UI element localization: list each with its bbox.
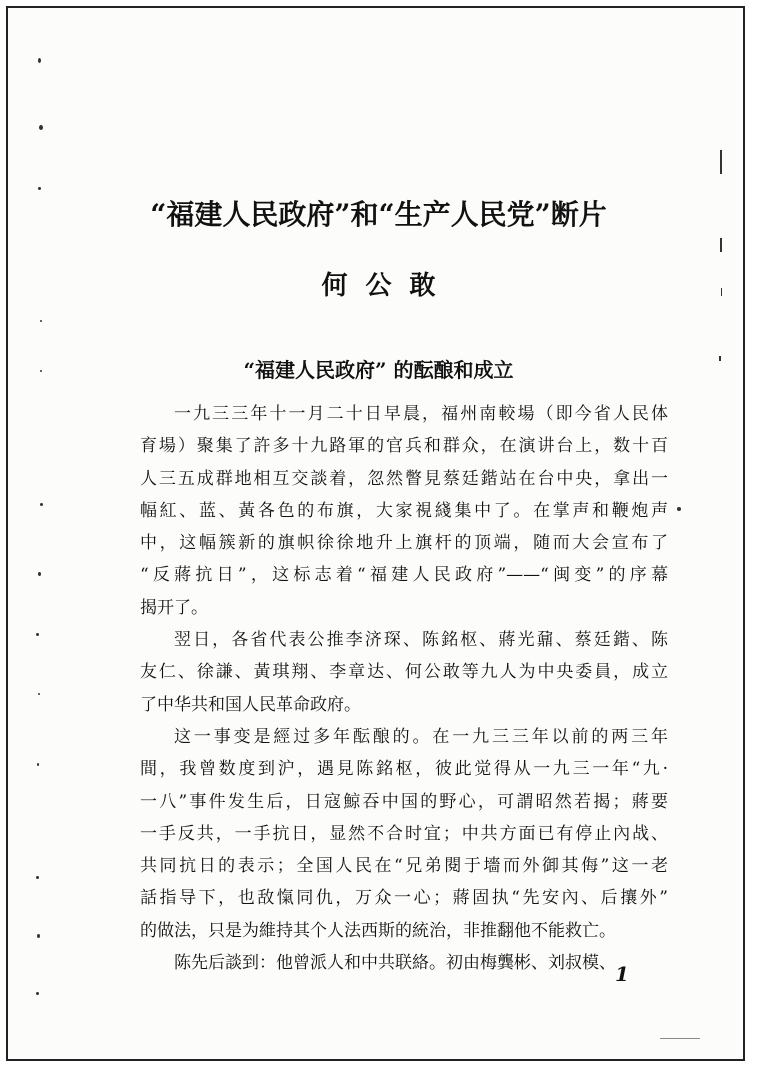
- text-line: 話指导下，也敌愾同仇，万众一心；蔣固执“先安內、后攘外”: [140, 888, 668, 909]
- scan-speck: [38, 58, 41, 63]
- text-line: 間，我曾数度到沪，遇見陈銘枢，彼此觉得从一九三一年“九·: [140, 759, 668, 780]
- text-line: 一八”事件发生后，日寇鯨吞中国的野心，可謂昭然若揭；蔣要: [140, 791, 668, 812]
- section-heading: “福建人民政府” 的酝酿和成立: [243, 358, 514, 382]
- scan-mark: [660, 1038, 700, 1039]
- scan-speck: [38, 187, 41, 190]
- text-line: 陈先后談到：他曾派人和中共联絡。初由梅龔彬、刘叔模、: [174, 953, 616, 974]
- text-line: 人三五成群地相互交談着，忽然瞥見蔡廷鍇站在台中央，拿出一: [140, 468, 668, 489]
- text-line: 共同抗日的表示；全国人民在“兄弟閱于墻而外御其侮”这一老: [140, 856, 668, 877]
- scan-speck: [40, 503, 43, 506]
- document-title: “福建人民政府”和“生产人民党”断片: [150, 198, 607, 231]
- scan-speck: [40, 320, 42, 322]
- page-number: 1: [615, 962, 629, 986]
- scan-speck: [36, 876, 39, 879]
- text-line: 中，这幅簇新的旗帜徐徐地升上旗杆的顶端，随而大会宣布了: [140, 533, 668, 554]
- text-line: 幅紅、蓝、黃各色的布旗，大家視綫集中了。在掌声和鞭炮声: [140, 500, 668, 521]
- scan-speck: [38, 572, 41, 576]
- text-line: 友仁、徐謙、黃琪翔、李章达、何公敢等九人为中央委員，成立: [140, 662, 668, 683]
- scan-mark: [720, 150, 722, 174]
- text-line: 一手反共，一手抗日，显然不合时宜；中共方面已有停止內战、: [140, 823, 668, 844]
- text-line: 这一事变是經过多年酝酿的。在一九三三年以前的两三年: [174, 726, 668, 747]
- scan-speck: [36, 992, 39, 995]
- author-name: 何公敢: [321, 271, 454, 301]
- text-line: 翌日，各省代表公推李济琛、陈銘枢、蔣光鼐、蔡廷鍇、陈: [174, 630, 668, 651]
- scan-speck: [39, 125, 43, 130]
- scan-mark: [720, 238, 722, 252]
- scan-mark: [719, 356, 721, 361]
- text-line: 育場）聚集了許多十九路軍的官兵和群众，在演讲台上，数十百: [140, 436, 668, 457]
- text-line: 的做法，只是为維持其个人法西斯的統治，非推翻他不能救亡。: [140, 920, 616, 941]
- scan-speck: [37, 763, 39, 766]
- scan-speck: [40, 370, 42, 372]
- text-line: 揭开了。: [140, 597, 208, 618]
- text-line: 了中华共和国人民革命政府。: [140, 694, 361, 715]
- scan-speck: [36, 633, 39, 636]
- text-line: 一九三三年十一月二十日早晨，福州南較場（即今省人民体: [174, 404, 668, 424]
- body-text: [140, 398, 668, 979]
- text-line: “反蔣抗日”，这标志着“福建人民政府”——“闽变”的序幕: [140, 565, 668, 586]
- scan-mark: [721, 288, 722, 296]
- scan-speck: [37, 934, 40, 938]
- scan-speck: [38, 693, 40, 695]
- scan-speck: [677, 507, 681, 511]
